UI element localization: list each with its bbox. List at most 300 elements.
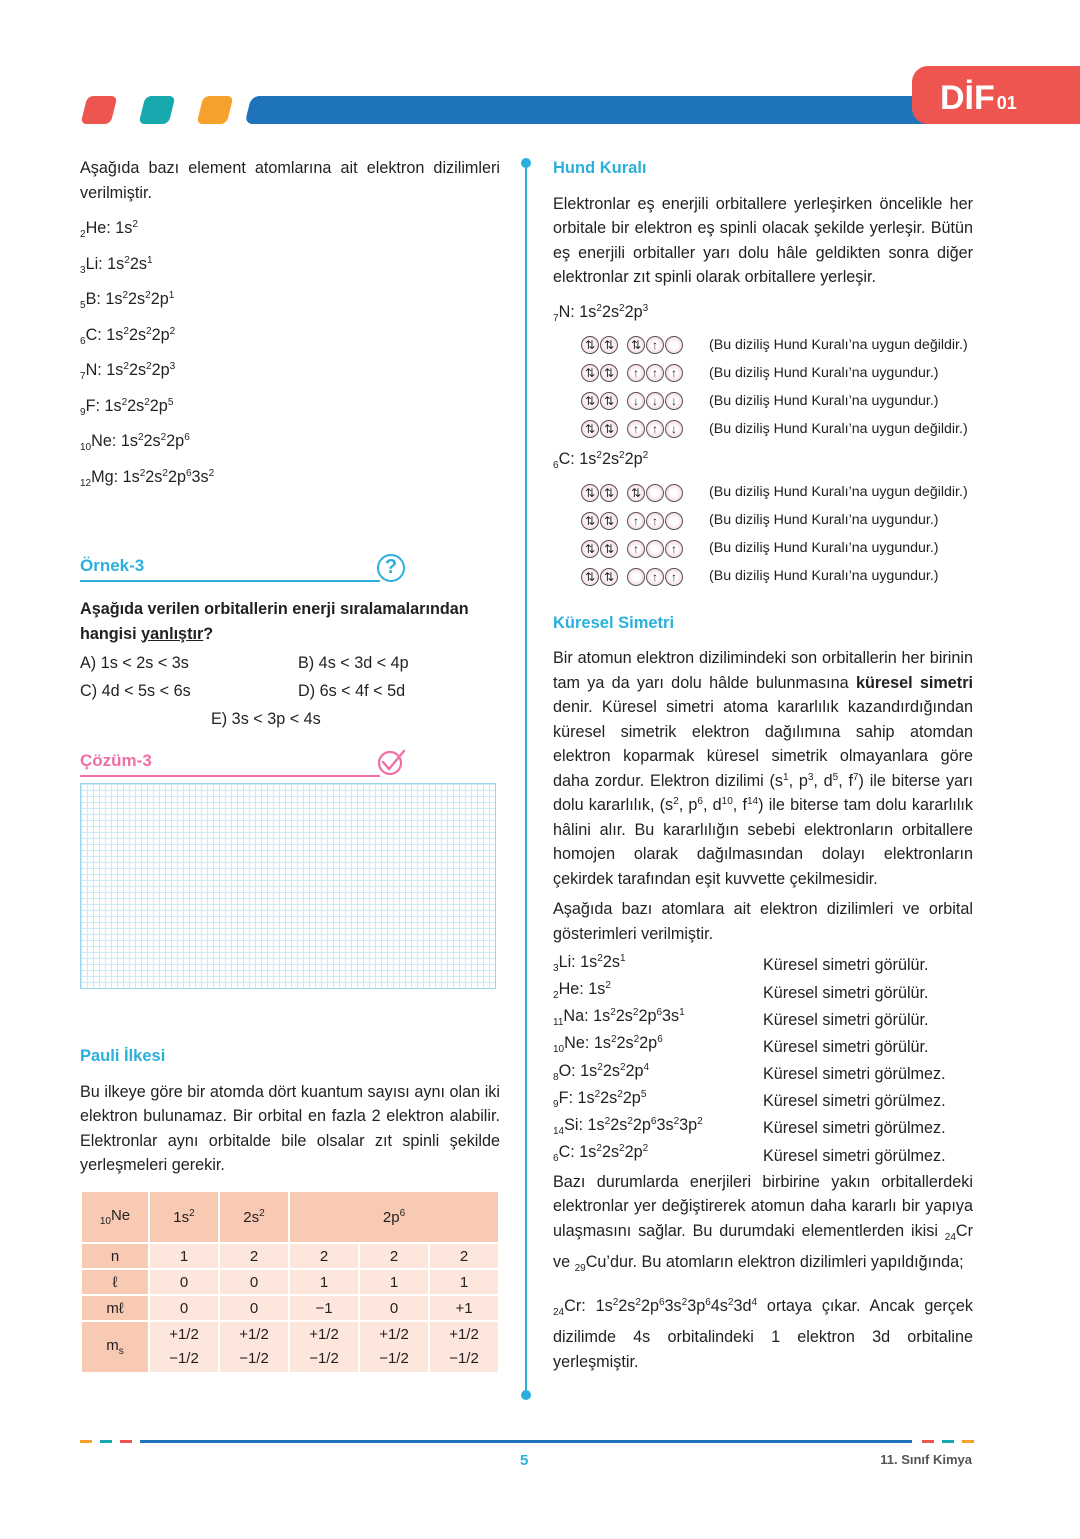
ks-sym: Na bbox=[563, 1007, 585, 1026]
ks-exp: 6 bbox=[656, 1007, 663, 1019]
orbital-note: (Bu diziliş Hund Kuralı’na uygundur.) bbox=[709, 512, 939, 529]
config-exp: 2 bbox=[137, 432, 144, 443]
ks-orb: 1s bbox=[593, 1034, 611, 1053]
orbital-circle: ↑ bbox=[646, 512, 664, 530]
pauli-cell: −1 bbox=[289, 1295, 359, 1321]
pauli-cell: 0 bbox=[149, 1295, 219, 1321]
orbital-circle: ↑ bbox=[627, 364, 645, 382]
pauli-table-header bbox=[81, 1191, 499, 1243]
divider-top-dot bbox=[521, 158, 531, 168]
pauli-cell: 2 bbox=[359, 1243, 429, 1269]
config-orb: 1s bbox=[106, 361, 124, 379]
n-config-orb: 2s bbox=[601, 302, 620, 321]
ks-paragraph-1: Bir atomun elektron dizilimindeki son orbitallerin her birinin tam ya da yarı dolu hâlde bulunmasına küresel simetri denir. Küresel simetri atoma kararlılık kazandırdığından küresel simetrik elektron dağılımına sahip atomdan elektron koparmak küresel simetrik olmayanlara göre daha zordur. Elektron dizilimi ($s^1$, $p^3$, $d^5$, $f^7$) ile biterse yarı dolu kararlılık, ($s^2$, $p^6$, $d^{10}$, $f^{14}$) ile biterse tam dolu kararlılık hâlini alır. Bu kararlılığın sebebi elektronların orbitallere homojen olarak dağılmasından dolayı elektronların çekirdek tarafından eşit kuvvette çekilmesidir. bbox=[553, 649, 974, 888]
ks-exp: 1 bbox=[679, 1007, 685, 1019]
pauli-section bbox=[80, 1044, 500, 1178]
pauli-head-1s bbox=[149, 1191, 219, 1243]
left-column bbox=[80, 156, 500, 499]
n-config-colon: : bbox=[570, 302, 580, 321]
electron-config-list bbox=[80, 215, 500, 499]
ks-row bbox=[553, 1142, 973, 1169]
ks-orb: 2s bbox=[600, 1088, 618, 1107]
question-text bbox=[80, 597, 500, 646]
ks-p1-b: denir. Küresel simetri atoma kararlılık kazandırdığından küresel simetrik elektron dağılımına sahip atomdan elektron koparmak küresel simetrik olmayanlara göre daha zordur. Elektron dizilimi (s bbox=[553, 698, 973, 790]
pauli-row-label: mℓ bbox=[81, 1295, 149, 1321]
dif-tag bbox=[912, 66, 1080, 124]
electron-config-row bbox=[80, 428, 500, 464]
orbital-row bbox=[553, 535, 973, 563]
ks-orb: 3s bbox=[656, 1115, 674, 1134]
ks-exp: 2 bbox=[627, 1115, 633, 1127]
config-orb: 1s bbox=[115, 219, 133, 237]
ks-sym: O bbox=[558, 1061, 572, 1080]
orbital-circle: ⇅ bbox=[600, 420, 618, 438]
pauli-text: Bu ilkeye göre bir atomda dört kuantum sayısı aynı olan iki elektron bulunamaz. Bir orbital en fazla 2 elektron alabilir. Elektronlar aynı orbitalde bile olsalar zıt spinli şekilde yerleşmeleri gerekir. bbox=[80, 1082, 500, 1174]
orbital-circle: ↑ bbox=[627, 512, 645, 530]
hund-title: Hund Kuralı bbox=[553, 159, 647, 177]
config-colon: : bbox=[97, 325, 107, 344]
orbital-circle: ⇅ bbox=[581, 336, 599, 354]
pauli-ms-top: +1/2 bbox=[239, 1326, 269, 1343]
option-b[interactable]: B) 4s < 3d < 4p bbox=[298, 654, 409, 672]
orbital-circle: ↑ bbox=[646, 568, 664, 586]
ks-orb: 2p bbox=[624, 1143, 643, 1162]
config-colon: : bbox=[113, 467, 123, 486]
right-column bbox=[553, 156, 973, 1374]
ks-exp: 2 bbox=[610, 1034, 617, 1046]
config-orb: 1s bbox=[107, 254, 125, 273]
ks-row bbox=[553, 1006, 973, 1033]
config-sym: Ne bbox=[91, 432, 112, 450]
orbital-circle: ⇅ bbox=[600, 512, 618, 530]
orbital-circle: ⇅ bbox=[581, 392, 599, 410]
solution-title: Çözüm-3 bbox=[80, 751, 152, 770]
book-title: 11. Sınıf Kimya bbox=[880, 1452, 972, 1467]
c-config-z: 6 bbox=[553, 460, 559, 471]
n-config-z: 7 bbox=[553, 312, 559, 324]
ks-row bbox=[553, 979, 973, 1006]
ks-exp: 2 bbox=[633, 1034, 640, 1046]
n-config-exp: 2 bbox=[619, 302, 625, 314]
pauli-head-2p-orb: 2p bbox=[382, 1208, 400, 1226]
ks-row bbox=[553, 1115, 973, 1142]
pauli-cell: 2 bbox=[289, 1243, 359, 1269]
config-exp: 2 bbox=[162, 467, 168, 479]
pauli-head-2s-orb: 2s bbox=[243, 1208, 260, 1226]
ks-p1-a: Bir atomun elektron dizilimindeki son orbitallerin her birinin tam ya da yarı dolu hâlde bulunmasına bbox=[553, 649, 973, 692]
pauli-ms-top: +1/2 bbox=[379, 1326, 409, 1343]
orbital-circle: ⇅ bbox=[581, 540, 599, 558]
column-divider bbox=[525, 162, 527, 1394]
orbital-row bbox=[553, 479, 973, 507]
ks-exp: 2 bbox=[597, 1061, 603, 1073]
orbital-circle: ↑ bbox=[646, 364, 664, 382]
pauli-ms-top: +1/2 bbox=[449, 1326, 479, 1343]
orbital-circle: ⇅ bbox=[600, 568, 618, 586]
ks-colon: : bbox=[584, 1034, 594, 1053]
orbital-circle: ↓ bbox=[665, 420, 683, 438]
n-config-exp: 3 bbox=[642, 302, 649, 314]
ks-orb: 2p bbox=[625, 1061, 644, 1080]
config-orb: 2p bbox=[167, 467, 186, 486]
ks-orb: 2s bbox=[610, 1115, 628, 1134]
electron-config-row bbox=[80, 464, 500, 500]
config-exp: 2 bbox=[160, 432, 167, 443]
ks-exp: 2 bbox=[673, 1115, 680, 1127]
orbital-boxes bbox=[581, 364, 705, 382]
pauli-head-1s-orb: 1s bbox=[173, 1208, 190, 1226]
example-underline bbox=[80, 580, 380, 582]
option-a[interactable]: A) 1s < 2s < 3s bbox=[80, 654, 189, 672]
c-config-sym: C bbox=[558, 450, 571, 468]
ks-sym: Si bbox=[564, 1115, 579, 1134]
orbital-circle: ⇅ bbox=[581, 420, 599, 438]
config-exp: 6 bbox=[185, 467, 192, 479]
ks-row bbox=[553, 1061, 973, 1088]
ks-result: Küresel simetri görülür. bbox=[763, 956, 929, 975]
config-sym: C bbox=[85, 325, 98, 344]
ks-formula bbox=[553, 1140, 763, 1172]
ks-exp: 2 bbox=[632, 1007, 639, 1019]
c-config-orb: 2s bbox=[601, 450, 620, 468]
ks-exp: 2 bbox=[619, 1143, 625, 1155]
orbital-note: (Bu diziliş Hund Kuralı’na uygundur.) bbox=[709, 568, 939, 585]
ks-result: Küresel simetri görülür. bbox=[763, 983, 929, 1002]
carbon-config bbox=[553, 447, 973, 479]
ks-exp: 2 bbox=[697, 1115, 703, 1127]
ks-exp: 2 bbox=[617, 1088, 623, 1100]
ks-z: 3 bbox=[553, 962, 559, 974]
config-z: 10 bbox=[80, 442, 92, 453]
config-orb: 2s bbox=[128, 361, 147, 379]
pauli-ms-m: m bbox=[106, 1337, 119, 1354]
config-exp: 2 bbox=[132, 219, 138, 230]
ks-title: Küresel Simetri bbox=[553, 613, 675, 632]
option-e[interactable]: E) 3s < 3p < 4s bbox=[211, 710, 321, 728]
config-orb: 1s bbox=[120, 432, 138, 450]
pauli-ms-top: +1/2 bbox=[309, 1326, 339, 1343]
orbital-note: (Bu diziliş Hund Kuralı’na uygun değildir.) bbox=[709, 336, 968, 353]
orbital-circle: ⇅ bbox=[581, 484, 599, 502]
ks-exp: 2 bbox=[605, 980, 611, 992]
header-teal-block bbox=[139, 96, 176, 124]
pauli-cell: +1 bbox=[429, 1295, 499, 1321]
footer-dash-orange bbox=[80, 1440, 92, 1443]
orbital-circle: ↑ bbox=[665, 540, 683, 558]
orbital-gap bbox=[619, 336, 627, 354]
ks-z: 9 bbox=[553, 1098, 559, 1110]
config-z: 12 bbox=[80, 477, 92, 489]
config-exp: 2 bbox=[146, 361, 152, 372]
orbital-circle bbox=[627, 568, 645, 586]
pauli-ms-row bbox=[81, 1321, 499, 1373]
ks-z: 8 bbox=[553, 1071, 559, 1083]
pauli-head-2s-exp: 2 bbox=[259, 1207, 265, 1219]
pauli-corner-sym: Ne bbox=[110, 1207, 131, 1224]
config-exp: 1 bbox=[168, 290, 175, 301]
orbital-circle: ⇅ bbox=[600, 364, 618, 382]
n-config-orb: 1s bbox=[579, 302, 597, 321]
pauli-cell: 0 bbox=[149, 1269, 219, 1295]
config-orb: 2s bbox=[145, 467, 163, 486]
solution-grid bbox=[80, 783, 496, 989]
ks-z: 10 bbox=[553, 1044, 565, 1056]
header-blue-bar bbox=[245, 96, 952, 124]
orbital-circle bbox=[665, 336, 683, 354]
pauli-row bbox=[81, 1295, 499, 1321]
ks-orb: 2p bbox=[638, 1007, 657, 1026]
config-exp: 2 bbox=[169, 325, 176, 337]
orbital-row bbox=[553, 387, 973, 415]
ks-exp: 2 bbox=[604, 1115, 611, 1127]
pauli-ms-cell bbox=[289, 1321, 359, 1373]
orbital-circle: ↑ bbox=[646, 336, 664, 354]
ks-orb: 2s bbox=[602, 1061, 620, 1080]
pauli-cell: 1 bbox=[289, 1269, 359, 1295]
pauli-cell: 1 bbox=[149, 1243, 219, 1269]
pauli-ms-bottom: −1/2 bbox=[169, 1350, 199, 1367]
question-block bbox=[80, 597, 500, 733]
pauli-row bbox=[81, 1269, 499, 1295]
pauli-cell: 1 bbox=[359, 1269, 429, 1295]
nitrogen-config bbox=[553, 300, 973, 332]
orbital-circle: ↑ bbox=[627, 540, 645, 558]
ks-exp: 4 bbox=[643, 1061, 650, 1073]
ks-exp: 2 bbox=[610, 1007, 616, 1019]
ks-p3: Bazı durumlarda enerjileri birbirine yakın orbitallerdeki elektronlar yer değiştirerek atomun daha kararlı bir yapıya ulaşmasını sağlar. Bu durumdaki elementlerden ikisi bbox=[553, 1172, 973, 1240]
ks-orb: 1s bbox=[579, 1143, 597, 1162]
config-z: 2 bbox=[80, 229, 86, 240]
ks-z: 14 bbox=[553, 1125, 565, 1137]
c-config-colon: : bbox=[570, 450, 580, 468]
config-exp: 1 bbox=[146, 254, 153, 266]
dif-tag-number: 01 bbox=[996, 93, 1017, 113]
orbital-circle: ↓ bbox=[665, 392, 683, 410]
question-text-a: Aşağıda verilen orbitallerin enerji sıralamalarından hangisi bbox=[80, 600, 469, 643]
config-orb: 3s bbox=[191, 467, 209, 486]
config-orb: 2p bbox=[151, 325, 170, 344]
ks-sym: Ne bbox=[564, 1034, 585, 1053]
orbital-gap bbox=[619, 484, 627, 502]
orbital-circle: ↑ bbox=[627, 420, 645, 438]
ks-colon: : bbox=[571, 952, 581, 971]
intro-text: Aşağıda bazı element atomlarına ait elektron dizilimleri verilmiştir. bbox=[80, 159, 500, 202]
ks-paragraph-4: $_{24}$Cr: $1s^22s^22p^63s^23p^64s^23d^4$ ortaya çıkar. Ancak gerçek dizilimde 4s orbitalindeki 1 elektron 3d orbitaline yerleşmiştir. bbox=[553, 1296, 973, 1371]
ks-exp: 2 bbox=[594, 1088, 601, 1100]
orbital-gap bbox=[619, 420, 627, 438]
ks-orb: 1s bbox=[593, 1007, 611, 1026]
orbital-note: (Bu diziliş Hund Kuralı’na uygundur.) bbox=[709, 540, 939, 557]
footer-dash-orange-2 bbox=[962, 1440, 974, 1443]
pauli-head-2s bbox=[219, 1191, 289, 1243]
pauli-cell: 0 bbox=[359, 1295, 429, 1321]
ks-result: Küresel simetri görülmez. bbox=[763, 1146, 946, 1165]
question-icon: ? bbox=[377, 554, 405, 582]
config-sym: N bbox=[85, 361, 98, 379]
footer-dash-red-2 bbox=[922, 1440, 934, 1443]
ks-orb: 1s bbox=[577, 1088, 595, 1107]
footer-dash-red bbox=[120, 1440, 132, 1443]
ks-orb: 2s bbox=[601, 1143, 620, 1162]
config-sym: Li bbox=[85, 254, 99, 273]
config-orb: 1s bbox=[106, 325, 124, 344]
config-exp: 2 bbox=[123, 325, 129, 337]
pauli-ms-bottom: −1/2 bbox=[309, 1350, 339, 1367]
orbital-gap bbox=[619, 540, 627, 558]
ks-colon: : bbox=[570, 1143, 580, 1162]
orbital-note: (Bu diziliş Hund Kuralı’na uygun değildir.) bbox=[709, 420, 968, 437]
ks-sym: C bbox=[558, 1143, 571, 1162]
orbital-row bbox=[553, 359, 973, 387]
config-z: 6 bbox=[80, 335, 86, 347]
ks-z: 6 bbox=[553, 1153, 559, 1165]
orbital-boxes bbox=[581, 484, 705, 502]
ks-z: 2 bbox=[553, 990, 559, 1002]
ks-exp: 2 bbox=[597, 952, 603, 964]
config-sym: He bbox=[85, 219, 107, 237]
pauli-ms-cell bbox=[429, 1321, 499, 1373]
orbital-circle: ↓ bbox=[646, 392, 664, 410]
pauli-row-label: ℓ bbox=[81, 1269, 149, 1295]
ks-orb: 1s bbox=[588, 980, 606, 999]
config-exp: 2 bbox=[145, 290, 151, 301]
header-orange-block bbox=[197, 96, 234, 124]
electron-config-row bbox=[80, 286, 500, 322]
divider-bottom-dot bbox=[521, 1390, 531, 1400]
config-orb: 2s bbox=[127, 396, 145, 415]
orbital-note: (Bu diziliş Hund Kuralı’na uygundur.) bbox=[709, 392, 939, 409]
ks-sym: Li bbox=[558, 952, 572, 971]
config-orb: 1s bbox=[122, 467, 140, 486]
pauli-ms-top: +1/2 bbox=[169, 1326, 199, 1343]
config-sym: F bbox=[85, 396, 96, 415]
pauli-ms-bottom: −1/2 bbox=[379, 1350, 409, 1367]
pauli-row bbox=[81, 1243, 499, 1269]
orbital-circle bbox=[665, 484, 683, 502]
orbital-note: (Bu diziliş Hund Kuralı’na uygun değildir.) bbox=[709, 484, 968, 501]
orbital-boxes bbox=[581, 392, 705, 410]
config-orb: 2s bbox=[129, 254, 147, 273]
c-config-exp: 2 bbox=[619, 450, 625, 461]
ks-result: Küresel simetri görülmez. bbox=[763, 1119, 946, 1138]
ks-colon: : bbox=[584, 1007, 594, 1026]
orbital-circle: ⇅ bbox=[600, 540, 618, 558]
electron-config-row bbox=[80, 357, 500, 393]
n-config-exp: 2 bbox=[596, 302, 602, 314]
ks-orb: 2p bbox=[632, 1115, 651, 1134]
solution-underline bbox=[80, 775, 380, 777]
n-config-sym: N bbox=[558, 302, 571, 321]
config-exp: 2 bbox=[121, 396, 128, 408]
config-orb: 1s bbox=[104, 396, 122, 415]
orbital-gap bbox=[619, 392, 627, 410]
config-orb: 1s bbox=[105, 290, 123, 308]
footer-dash-teal bbox=[100, 1440, 112, 1443]
orbital-gap bbox=[619, 364, 627, 382]
orbital-circle: ⇅ bbox=[581, 364, 599, 382]
electron-config-row bbox=[80, 393, 500, 429]
config-colon: : bbox=[96, 290, 106, 308]
orbital-row bbox=[553, 415, 973, 443]
pauli-ms-cell bbox=[359, 1321, 429, 1373]
config-exp: 2 bbox=[122, 290, 129, 301]
option-d[interactable]: D) 6s < 4f < 5d bbox=[298, 682, 406, 700]
ks-orb: 1s bbox=[587, 1115, 605, 1134]
pauli-ms-sub: s bbox=[118, 1346, 124, 1357]
n-config-orb: 2p bbox=[624, 302, 643, 321]
config-orb: 2p bbox=[149, 396, 168, 415]
pauli-ms-bottom: −1/2 bbox=[239, 1350, 269, 1367]
orbital-circle: ⇅ bbox=[581, 512, 599, 530]
ks-result: Küresel simetri görülmez. bbox=[763, 1065, 946, 1084]
pauli-table bbox=[80, 1190, 500, 1374]
ks-result: Küresel simetri görülmez. bbox=[763, 1092, 946, 1111]
electron-config-row bbox=[80, 322, 500, 358]
orbital-circle: ↑ bbox=[646, 420, 664, 438]
ks-orb: 1s bbox=[580, 952, 598, 971]
config-colon: : bbox=[111, 432, 121, 450]
orbital-boxes bbox=[581, 512, 705, 530]
c-config-orb: 2p bbox=[624, 450, 643, 468]
orbital-circle: ↑ bbox=[665, 568, 683, 586]
ks-table bbox=[553, 952, 973, 1170]
orbital-row bbox=[553, 507, 973, 535]
orbital-circle: ⇅ bbox=[600, 336, 618, 354]
ks-exp: 6 bbox=[657, 1034, 663, 1046]
orbital-circle bbox=[665, 512, 683, 530]
config-exp: 2 bbox=[146, 325, 152, 337]
config-colon: : bbox=[106, 219, 116, 237]
orbital-gap bbox=[619, 512, 627, 530]
footer-blue-line bbox=[140, 1440, 912, 1443]
config-orb: 2s bbox=[128, 290, 146, 308]
config-exp: 6 bbox=[184, 432, 190, 443]
ks-p4-tail: ortaya çıkar. Ancak gerçek dizilimde 4s orbitalindeki 1 elektron 3d orbitaline yerleşmiştir. bbox=[553, 1296, 973, 1371]
option-c[interactable]: C) 4d < 5s < 6s bbox=[80, 682, 191, 700]
orbital-boxes bbox=[581, 540, 705, 558]
ks-orb: 2s bbox=[602, 952, 620, 971]
config-exp: 2 bbox=[139, 467, 146, 479]
carbon-orbital-rows bbox=[553, 479, 973, 591]
pauli-ms-cell bbox=[219, 1321, 289, 1373]
config-exp: 2 bbox=[123, 361, 129, 372]
ks-orb: 2p bbox=[622, 1088, 641, 1107]
ks-exp: 5 bbox=[640, 1088, 647, 1100]
ks-p1-bold: küresel simetri bbox=[855, 673, 973, 692]
config-exp: 2 bbox=[208, 467, 215, 479]
check-icon bbox=[376, 748, 406, 776]
ks-result: Küresel simetri görülür. bbox=[763, 1010, 929, 1029]
ks-exp: 2 bbox=[642, 1143, 649, 1155]
orbital-boxes bbox=[581, 336, 705, 354]
pauli-corner-z: 10 bbox=[99, 1216, 111, 1227]
pauli-cell: 0 bbox=[219, 1295, 289, 1321]
config-z: 3 bbox=[80, 264, 86, 276]
config-colon: : bbox=[98, 254, 108, 273]
config-exp: 2 bbox=[144, 396, 150, 408]
ks-paragraph-3: Bazı durumlarda enerjileri birbirine yakın orbitallerdeki elektronlar yer değiştirerek atomun daha kararlı bir yapıya ulaşmasını sağlar. Bu durumdaki elementlerden ikisi $_{24}$Cr ve $_{29}$Cu’dur. Bu atomların elektron dizilimleri yapıldığında; bbox=[553, 1172, 973, 1274]
ks-exp: 2 bbox=[596, 1143, 602, 1155]
question-keyword: yanlıştır bbox=[141, 624, 204, 643]
header-red-block bbox=[81, 96, 118, 124]
orbital-circle: ↓ bbox=[627, 392, 645, 410]
ks-orb: 2p bbox=[639, 1034, 658, 1053]
ks-row bbox=[553, 952, 973, 979]
pauli-ms-cell bbox=[149, 1321, 219, 1373]
hund-text: Elektronlar eş enerjili orbitallere yerleşirken öncelikle her orbitale bir elektron eş spinli olacak şekilde yerleşir. Bütün eş enerjili orbitaller yarı dolu hâle geldikten sonra diğer elektronlar zıt spinli olarak orbitallere yerleşir. bbox=[553, 194, 973, 286]
orbital-circle: ⇅ bbox=[627, 336, 645, 354]
orbital-circle: ⇅ bbox=[627, 484, 645, 502]
